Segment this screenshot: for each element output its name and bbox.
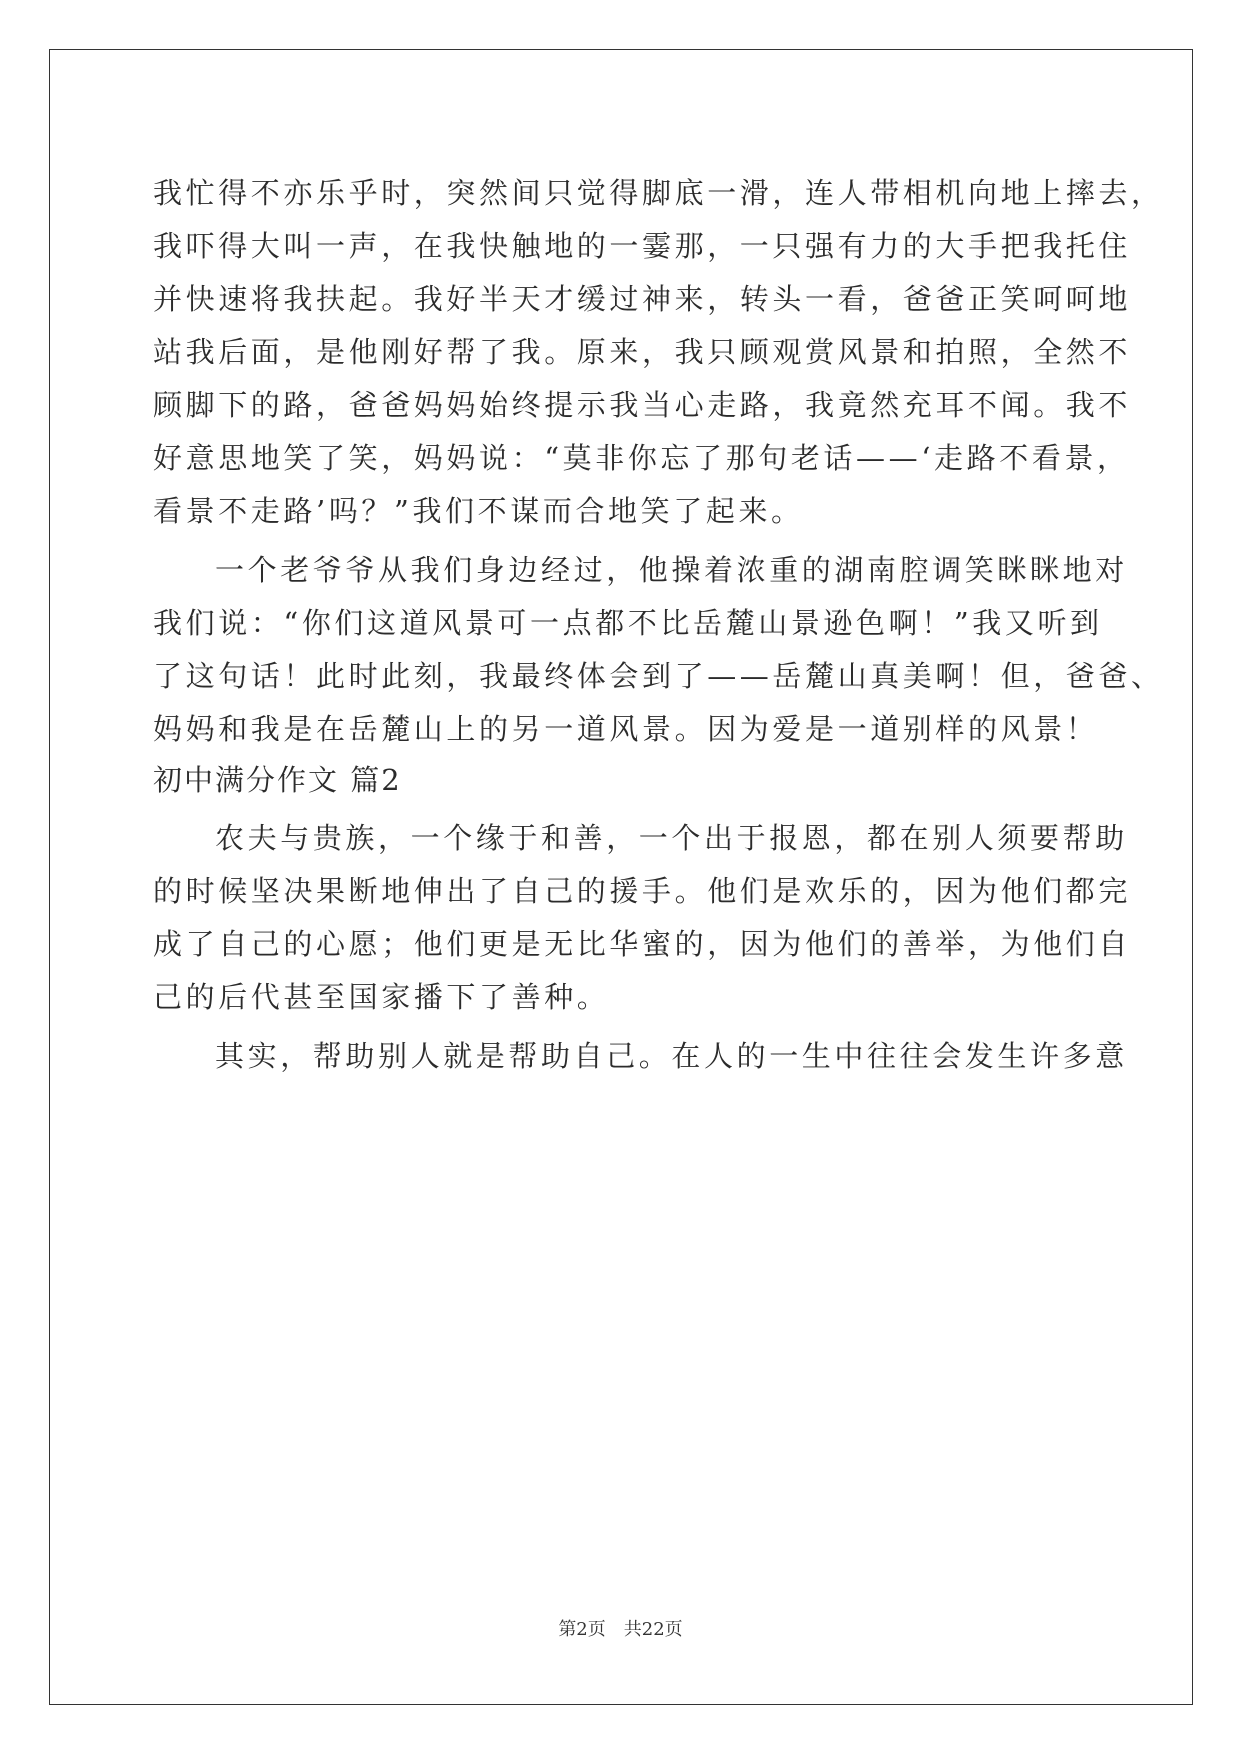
paragraph-line: 看景不走路’吗？”我们不谋而合地笑了起来。 — [153, 494, 804, 528]
paragraph-line: 农夫与贵族，一个缘于和善，一个出于报恩，都在别人须要帮助 — [215, 821, 1128, 855]
paragraph-line: 成了自己的心愿；他们更是无比华蜜的，因为他们的善举，为他们自 — [153, 927, 1132, 961]
paragraph-line: 其实，帮助别人就是帮助自己。在人的一生中往往会发生许多意 — [215, 1039, 1128, 1073]
paragraph-line: 的时候坚决果断地伸出了自己的援手。他们是欢乐的，因为他们都完 — [153, 874, 1132, 908]
paragraph-line: 一个老爷爷从我们身边经过，他操着浓重的湖南腔调笑眯眯地对 — [215, 553, 1128, 587]
paragraph-line: 我吓得大叫一声，在我快触地的一霎那，一只强有力的大手把我托住 — [153, 229, 1132, 263]
page-total: 共22页 — [623, 1619, 683, 1640]
paragraph-line: 并快速将我扶起。我好半天才缓过神来，转头一看，爸爸正笑呵呵地 — [153, 282, 1132, 316]
paragraph-line: 妈妈和我是在岳麓山上的另一道风景。因为爱是一道别样的风景！ — [153, 712, 1099, 746]
section-heading: 初中满分作文 篇2 — [153, 763, 402, 797]
paragraph-line: 好意思地笑了笑，妈妈说：“莫非你忘了那句老话——‘走路不看景， — [153, 441, 1130, 475]
page-footer — [0, 1618, 1241, 1642]
paragraph-line: 己的后代甚至国家播下了善种。 — [153, 980, 610, 1014]
paragraph-line: 站我后面，是他刚好帮了我。原来，我只顾观赏风景和拍照，全然不 — [153, 335, 1132, 369]
page-number: 第2页 — [558, 1619, 606, 1640]
paragraph-line: 我们说：“你们这道风景可一点都不比岳麓山景逊色啊！”我又听到 — [153, 606, 1103, 640]
paragraph-line: 了这句话！此时此刻，我最终体会到了——岳麓山真美啊！但，爸爸、 — [153, 659, 1164, 693]
paragraph-line: 顾脚下的路，爸爸妈妈始终提示我当心走路，我竟然充耳不闻。我不 — [153, 388, 1132, 422]
paragraph-line: 我忙得不亦乐乎时，突然间只觉得脚底一滑，连人带相机向地上摔去， — [153, 176, 1164, 210]
